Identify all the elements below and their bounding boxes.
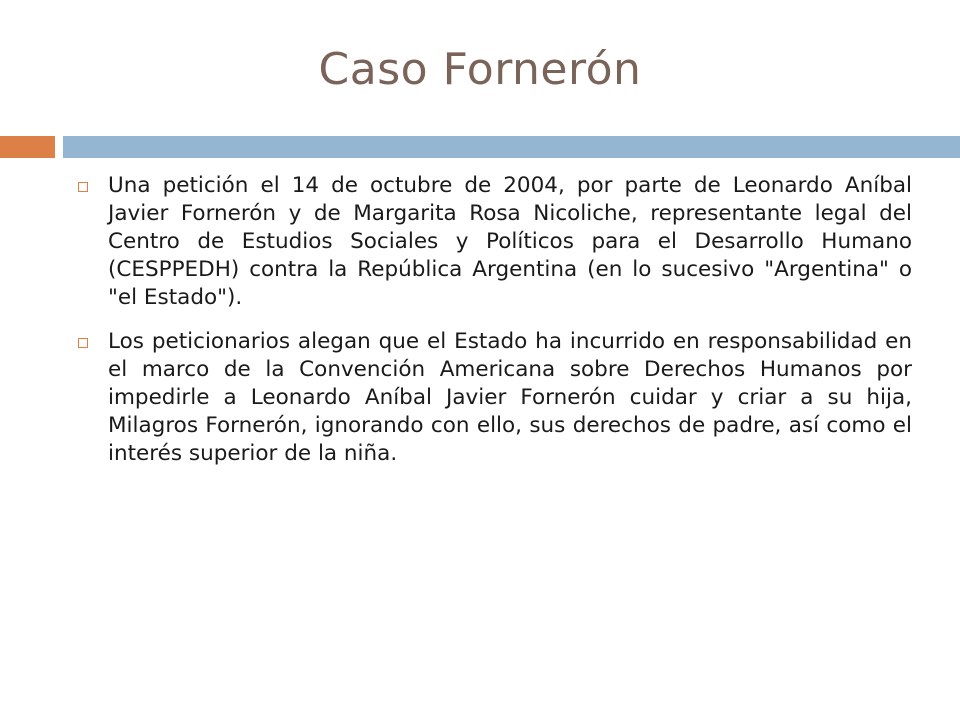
bullet-list [72,172,912,484]
bullet-text: Los peticionarios alegan que el Estado ha incurrido en responsabilidad en el marco de la Convención Americana sobre Derechos Humanos por impedirle a Leonardo Aníbal Javier Fornerón cuidar y criar a su hija, Milagros Fornerón, ignorando con ello, sus derechos de padre, así como el interés superior de la niña. [108,329,912,466]
accent-bar-orange [0,136,55,158]
bullet-text: Una petición el 14 de octubre de 2004, por parte de Leonardo Aníbal Javier Fornerón y de Margarita Rosa Nicoliche, representante legal del Centro de Estudios Sociales y Políticos para el Desarrollo Humano (CESPPEDH) contra la República Argentina (en lo sucesivo "Argentina" o "el Estado"). [108,173,912,310]
slide-title: Caso Fornerón [318,44,642,95]
square-bullet-icon [78,338,88,348]
accent-bar-blue [63,136,960,158]
bullet-item [72,172,912,312]
bullet-item [72,328,912,468]
square-bullet-icon [78,182,88,192]
